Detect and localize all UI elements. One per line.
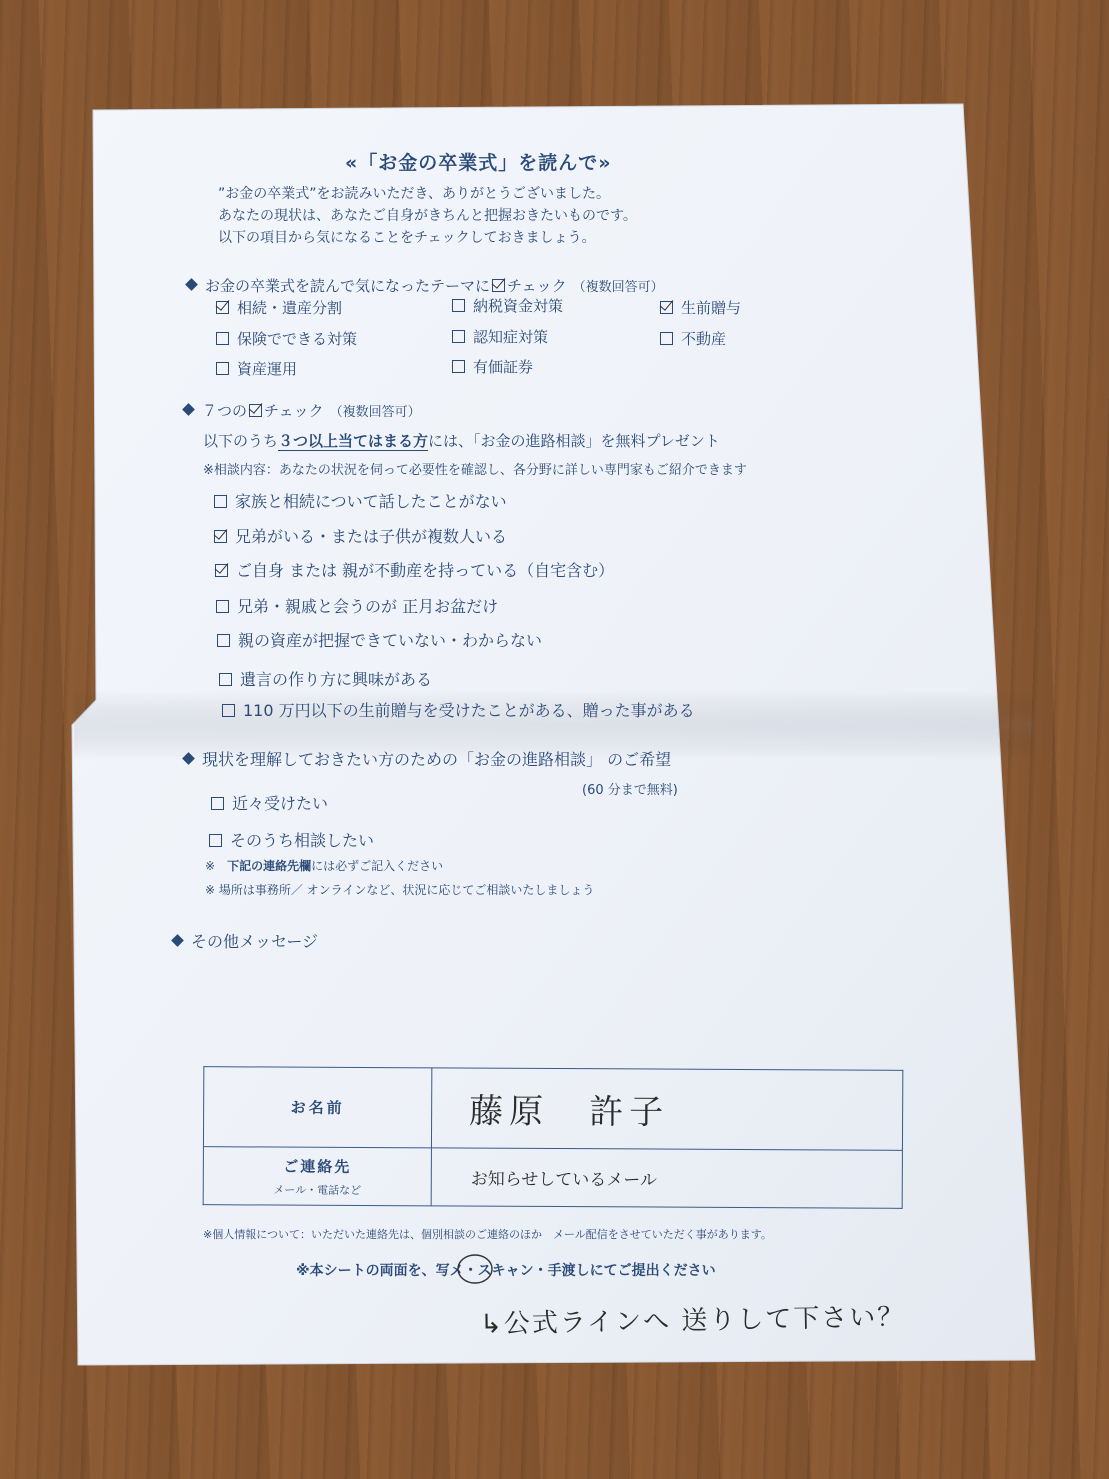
- theme-checkbox[interactable]: [660, 328, 726, 349]
- section2-heading-text: ７つの: [202, 402, 248, 420]
- checkbox-label: 兄弟がいる・または子供が複数人いる: [235, 527, 508, 546]
- handwritten-note: ↳公式ラインへ 送りして下さい？: [479, 1302, 906, 1340]
- lead-emphasis: ３つ以上当てはまる方: [278, 432, 429, 450]
- checkbox-label: 資産運用: [237, 360, 298, 378]
- name-label-cell: [203, 1067, 431, 1148]
- section3-sub: (60 分まで無料): [582, 783, 678, 798]
- consult-option[interactable]: [209, 828, 374, 851]
- checkbox-icon[interactable]: [216, 600, 229, 613]
- section1-heading-text: お金の卒業式を読んで気になったテーマに: [205, 277, 491, 295]
- checkbox-icon[interactable]: [215, 564, 228, 577]
- checkbox-label: 不動産: [681, 330, 727, 348]
- checkbox-icon: [492, 279, 505, 292]
- diamond-bullet-icon: [171, 934, 184, 947]
- checkbox-label: 保険でできる対策: [237, 330, 358, 348]
- theme-checkbox[interactable]: [452, 326, 548, 347]
- section1-heading: [187, 275, 664, 296]
- diamond-bullet-icon: [182, 752, 195, 765]
- checkbox-label: そのうち相談したい: [230, 831, 375, 850]
- intro-line: あなたの現状は、あなたご自身がきちんと把握おきたいものです。: [218, 208, 637, 224]
- theme-checkbox[interactable]: [452, 356, 533, 377]
- name-field[interactable]: [431, 1068, 902, 1150]
- checkbox-icon[interactable]: [216, 301, 229, 314]
- note-text: には必ずご記入ください: [311, 859, 444, 873]
- note-prefix: ※: [205, 859, 228, 873]
- seven-check-item[interactable]: [216, 594, 498, 617]
- theme-checkbox[interactable]: [216, 328, 357, 349]
- section3-heading: [184, 747, 671, 770]
- submit-instruction: ※本シートの両面を、写メ・スキャン・手渡しにてご提出ください: [296, 1263, 716, 1279]
- checkbox-icon[interactable]: [216, 362, 229, 375]
- checkbox-icon: [249, 404, 262, 417]
- diamond-bullet-icon: [182, 403, 195, 416]
- name-value: 藤原 許子: [469, 1091, 670, 1133]
- section4-heading: [173, 929, 318, 952]
- lead-text: には、「お金の進路相談」を無料プレゼント: [428, 432, 720, 450]
- checkbox-label: 納税資金対策: [473, 297, 564, 315]
- checkbox-label: 家族と相続について話したことがない: [235, 492, 507, 511]
- consult-option[interactable]: [211, 791, 328, 814]
- circle-mark-icon: [455, 1252, 495, 1286]
- section1-heading-check: チェック: [507, 277, 567, 295]
- checkbox-label: 生前贈与: [681, 299, 742, 317]
- checkbox-icon[interactable]: [660, 332, 673, 345]
- section2-detail: ※相談内容：あなたの状況を伺って必要性を確認し、各分野に詳しい専門家もご紹介できます: [203, 463, 747, 478]
- checkbox-icon[interactable]: [217, 634, 230, 647]
- contact-label-cell: [203, 1147, 431, 1206]
- checkbox-icon[interactable]: [452, 299, 465, 312]
- section2-note: （複数回答可）: [329, 405, 421, 420]
- privacy-note: ※個人情報について：いただいた連絡先は、個別相談のご連絡のほか メール配信をさせていただく事があります。: [203, 1228, 772, 1241]
- checkbox-icon[interactable]: [660, 301, 673, 314]
- lead-text: 以下のうち: [203, 432, 279, 450]
- section2-lead: [203, 430, 720, 451]
- checkbox-label: 遺言の作り方に興味がある: [240, 670, 433, 689]
- checkbox-label: 認知症対策: [473, 328, 549, 346]
- document-title: «「お金の卒業式」を読んで»: [345, 152, 612, 174]
- contact-sublabel: メール・電話など: [273, 1183, 362, 1197]
- name-label: お名前: [290, 1098, 345, 1117]
- section4-heading-text: その他メッセージ: [191, 932, 319, 951]
- section2-heading-check: チェック: [264, 402, 324, 420]
- section3-heading-text: 現状を理解しておきたい方のための「お金の進路相談」 のご希望: [202, 750, 672, 769]
- section1-note: （複数回答可）: [572, 280, 664, 295]
- theme-checkbox[interactable]: [660, 297, 741, 318]
- checkbox-label: 110 万円以下の生前贈与を受けたことがある、贈った事がある: [243, 701, 695, 720]
- intro-line: ”お金の卒業式”をお読みいただき、ありがとうございました。: [218, 186, 610, 202]
- note-emphasis: 下記の連絡先欄: [227, 859, 312, 873]
- intro-line: 以下の項目から気になることをチェックしておきましょう。: [218, 230, 596, 246]
- checkbox-label: ご自身 または 親が不動産を持っている（自宅含む）: [236, 561, 615, 580]
- checkbox-icon[interactable]: [452, 360, 465, 373]
- checkbox-icon[interactable]: [214, 495, 227, 508]
- checkbox-label: 相続・遺産分割: [237, 299, 343, 317]
- checkbox-label: 親の資産が把握できていない・わからない: [238, 631, 543, 650]
- contact-value: お知らせしているメール: [470, 1169, 657, 1191]
- theme-checkbox[interactable]: [216, 358, 297, 379]
- seven-check-item[interactable]: [219, 667, 432, 690]
- checkbox-icon[interactable]: [214, 530, 227, 543]
- contact-label: ご連絡先: [283, 1157, 352, 1176]
- checkbox-icon[interactable]: [211, 797, 224, 810]
- contact-table: [203, 1066, 904, 1209]
- checkbox-label: 兄弟・親戚と会うのが 正月お盆だけ: [237, 597, 499, 616]
- seven-check-item[interactable]: [214, 489, 507, 512]
- theme-checkbox[interactable]: [216, 297, 342, 318]
- seven-check-item[interactable]: [217, 628, 542, 651]
- seven-check-item[interactable]: [214, 524, 507, 547]
- section2-heading: [184, 400, 421, 421]
- checkbox-label: 近々受けたい: [232, 794, 329, 813]
- checkbox-icon[interactable]: [216, 332, 229, 345]
- diamond-bullet-icon: [185, 278, 198, 291]
- theme-checkbox[interactable]: [452, 295, 563, 316]
- checkbox-icon[interactable]: [209, 834, 222, 847]
- checkbox-icon[interactable]: [219, 673, 232, 686]
- checkbox-icon[interactable]: [452, 330, 465, 343]
- checkbox-label: 有価証券: [473, 358, 534, 376]
- section3-note: [205, 857, 443, 874]
- checkbox-icon[interactable]: [222, 704, 235, 717]
- contact-field[interactable]: [431, 1148, 902, 1208]
- section3-note: ※ 場所は事務所／ オンラインなど、状況に応じてご相談いたしましょう: [205, 883, 595, 897]
- seven-check-item[interactable]: [222, 698, 695, 721]
- seven-check-item[interactable]: [215, 558, 614, 581]
